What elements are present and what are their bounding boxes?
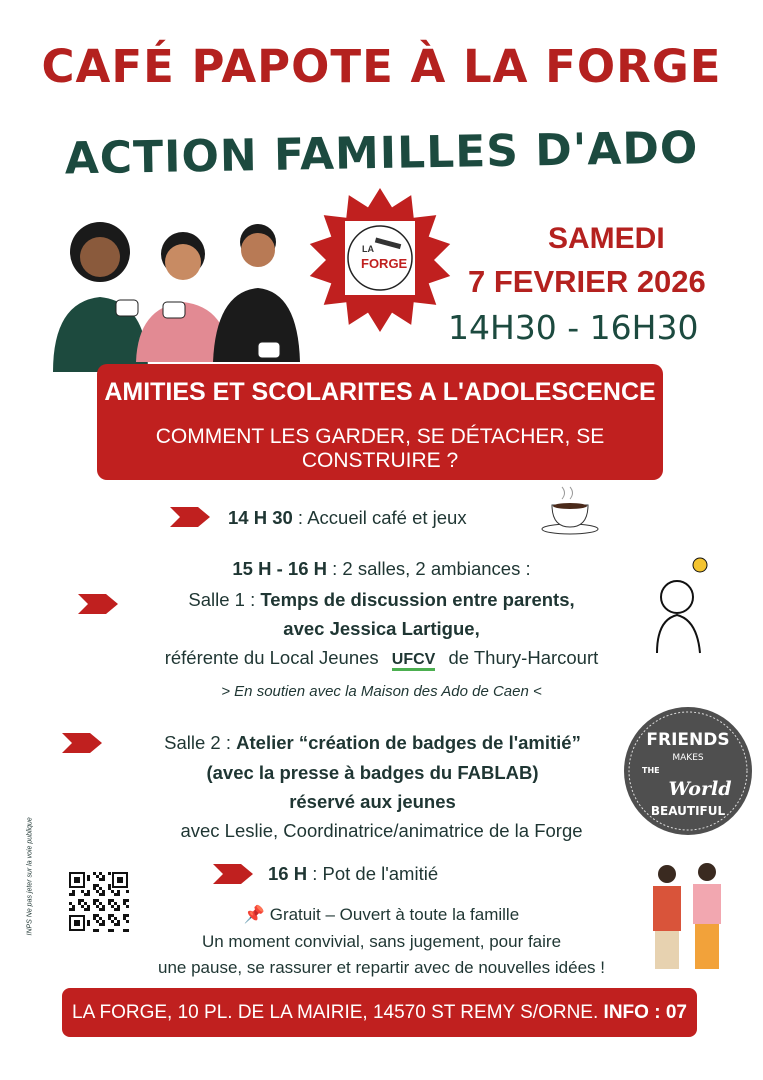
subtitle: ACTION FAMILLES D'ADO bbox=[64, 122, 699, 185]
qr-code[interactable] bbox=[67, 870, 130, 933]
svg-text:THE: THE bbox=[642, 766, 660, 775]
la-forge-logo bbox=[305, 188, 455, 338]
salle-1-title: Salle 1 : Temps de discussion entre parents, bbox=[188, 589, 575, 610]
idea-person-icon bbox=[652, 545, 722, 655]
teens-illustration bbox=[645, 862, 735, 977]
svg-text:MAKES: MAKES bbox=[672, 753, 704, 763]
svg-text:FRIENDS: FRIENDS bbox=[646, 730, 730, 750]
salle-1-support: > En soutien avec la Maison des Ado de Caen < bbox=[221, 683, 542, 700]
program-item-1: 14 H 30 : Accueil café et jeux bbox=[228, 507, 467, 528]
friends-badge bbox=[622, 705, 754, 837]
event-day: SAMEDI bbox=[548, 222, 665, 255]
theme-box bbox=[97, 364, 663, 480]
salle-2-line3: réservé aux jeunes bbox=[289, 791, 456, 812]
info-line-1: 📌 Gratuit – Ouvert à toute la famille bbox=[243, 905, 520, 924]
coffee-cup-icon bbox=[540, 485, 602, 537]
arrow-icon bbox=[213, 864, 253, 884]
side-note: INPS Ne pas jeter sur la voie publique bbox=[26, 817, 34, 936]
salle-2-title: Salle 2 : Atelier “création de badges de l'amitié” bbox=[164, 732, 581, 753]
event-time: 14H30 - 16H30 bbox=[448, 308, 699, 347]
people-illustration bbox=[48, 212, 303, 372]
event-date: 7 FEVRIER 2026 bbox=[468, 264, 706, 299]
logo-la: LA bbox=[362, 244, 374, 254]
footer: LA FORGE, 10 PL. DE LA MAIRIE, 14570 ST REMY S/ORNE. INFO : 07 68 21 84 75 bbox=[62, 988, 697, 1037]
title: CAFÉ PAPOTE À LA FORGE bbox=[41, 40, 722, 93]
salle-1-referent: référente du Local Jeunes UFCV de Thury-Harcourt bbox=[0, 647, 763, 669]
salle-2-line4: avec Leslie, Coordinatrice/animatrice de la Forge bbox=[180, 820, 583, 841]
svg-text:World: World bbox=[668, 778, 732, 800]
ufcv-logo: UFCV bbox=[392, 651, 436, 671]
salle-2-line2: (avec la presse à badges du FABLAB) bbox=[206, 762, 539, 783]
logo-forge: FORGE bbox=[361, 256, 408, 271]
svg-text:BEAUTIFUL: BEAUTIFUL bbox=[650, 804, 726, 818]
theme-question: COMMENT LES GARDER, SE DÉTACHER, SE CONSTRUIRE ? bbox=[155, 425, 605, 472]
program-item-2: 15 H - 16 H : 2 salles, 2 ambiances : bbox=[232, 558, 531, 579]
info-line-2: Un moment convivial, sans jugement, pour faire bbox=[201, 932, 562, 951]
arrow-icon bbox=[170, 507, 210, 527]
program-item-3: 16 H : Pot de l'amitié bbox=[268, 863, 439, 884]
phone-number: 07 68 21 84 75 bbox=[329, 1002, 687, 1072]
salle-1-with: avec Jessica Lartigue, bbox=[283, 618, 480, 639]
info-line-3: une pause, se rassurer et repartir avec de nouvelles idées ! bbox=[158, 958, 605, 977]
theme-heading: AMITIES ET SCOLARITES A L'ADOLESCENCE bbox=[104, 378, 656, 406]
